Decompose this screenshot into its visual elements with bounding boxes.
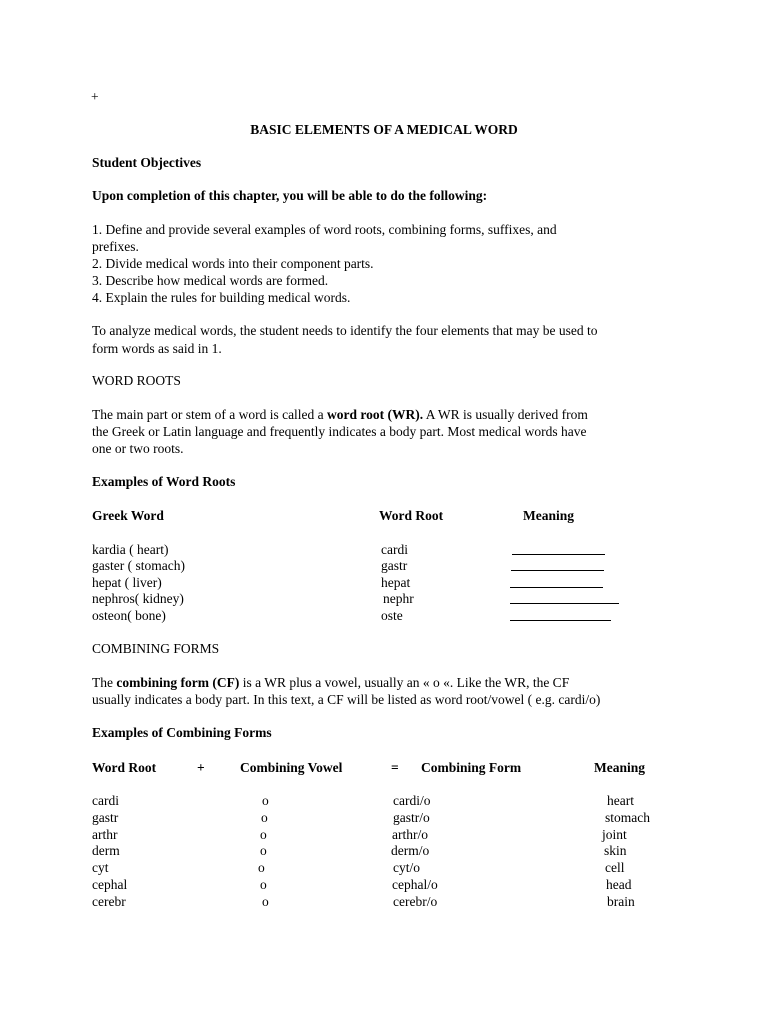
greek-word-cell: hepat ( liver)	[92, 575, 162, 590]
combining-forms-examples-heading: Examples of Combining Forms	[92, 725, 272, 740]
word-root-cell: derm	[92, 843, 120, 858]
meaning-blank	[510, 608, 611, 621]
combining-form-cell: derm/o	[391, 843, 430, 858]
word-roots-para-prefix: The main part or stem of a word is called a	[92, 407, 328, 422]
meaning-cell: skin	[604, 843, 627, 858]
meaning-cell: head	[606, 877, 632, 892]
vowel-cell: o	[262, 894, 269, 909]
word-root-cell: hepat	[381, 575, 411, 590]
meaning-cell: joint	[602, 827, 627, 842]
column-header-equals: =	[391, 760, 399, 775]
word-root-cell: cardi	[381, 542, 408, 557]
word-roots-para-suffix: A WR is usually derived from	[423, 407, 588, 422]
vowel-cell: o	[262, 793, 269, 808]
meaning-cell: heart	[607, 793, 634, 808]
column-header-combining-form: Combining Form	[421, 760, 522, 775]
word-root-cell: gastr	[381, 558, 408, 573]
meaning-blank	[511, 558, 604, 571]
combining-form-cell: gastr/o	[393, 810, 430, 825]
combining-forms-para-prefix: The	[92, 675, 117, 690]
meaning-blank	[510, 575, 603, 588]
word-root-cell: cyt	[92, 860, 109, 875]
intro-line: form words as said in 1.	[92, 341, 222, 356]
combining-form-cell: cerebr/o	[393, 894, 438, 909]
combining-forms-para-line: usually indicates a body part. In this text, a CF will be listed as word root/vowel ( e.g. cardi/o)	[92, 692, 601, 707]
combining-form-cell: cyt/o	[393, 860, 420, 875]
word-roots-para-line	[92, 406, 588, 423]
page-title: BASIC ELEMENTS OF A MEDICAL WORD	[250, 122, 518, 137]
vowel-cell: o	[260, 877, 267, 892]
column-header-meaning: Meaning	[594, 760, 646, 775]
combining-forms-para-line	[92, 674, 569, 691]
objective-line: 4. Explain the rules for building medical words.	[92, 290, 351, 305]
vowel-cell: o	[261, 810, 268, 825]
vowel-cell: o	[258, 860, 265, 875]
word-roots-heading: WORD ROOTS	[92, 373, 181, 388]
objective-line: 3. Describe how medical words are formed.	[92, 273, 329, 288]
word-root-cell: nephr	[383, 591, 414, 606]
vowel-cell: o	[260, 843, 267, 858]
meaning-cell: cell	[605, 860, 625, 875]
word-root-term: word root (WR).	[327, 407, 424, 422]
word-root-cell: arthr	[92, 827, 118, 842]
word-root-cell: cerebr	[92, 894, 126, 909]
meaning-blank	[512, 542, 605, 555]
word-roots-para-line: the Greek or Latin language and frequently indicates a body part. Most medical words have	[92, 424, 587, 439]
greek-word-cell: nephros( kidney)	[92, 591, 184, 606]
meaning-cell: brain	[607, 894, 635, 909]
objective-line: prefixes.	[92, 239, 139, 254]
objectives-heading: Student Objectives	[92, 155, 202, 170]
combining-forms-para-suffix: is a WR plus a vowel, usually an « o «. Like the WR, the CF	[239, 675, 570, 690]
column-header-greek-word: Greek Word	[92, 508, 164, 523]
greek-word-cell: gaster ( stomach)	[92, 558, 185, 573]
word-roots-para-line: one or two roots.	[92, 441, 184, 456]
word-root-cell: gastr	[92, 810, 119, 825]
word-root-cell: cephal	[92, 877, 128, 892]
word-root-cell: cardi	[92, 793, 119, 808]
column-header-plus: +	[197, 760, 205, 775]
word-root-cell: oste	[381, 608, 403, 623]
column-header-meaning: Meaning	[523, 508, 575, 523]
vowel-cell: o	[260, 827, 267, 842]
combining-form-cell: cephal/o	[392, 877, 438, 892]
word-roots-examples-heading: Examples of Word Roots	[92, 474, 236, 489]
column-header-word-root: Word Root	[92, 760, 157, 775]
combining-form-term: combining form (CF)	[116, 675, 240, 690]
column-header-word-root: Word Root	[379, 508, 444, 523]
greek-word-cell: kardia ( heart)	[92, 542, 169, 557]
combining-form-cell: cardi/o	[393, 793, 431, 808]
column-header-combining-vowel: Combining Vowel	[240, 760, 343, 775]
meaning-blank	[510, 591, 619, 604]
completion-heading: Upon completion of this chapter, you will be able to do the following:	[92, 188, 488, 203]
intro-line: To analyze medical words, the student needs to identify the four elements that may be used to	[92, 323, 598, 338]
objective-line: 1. Define and provide several examples of word roots, combining forms, suffixes, and	[92, 222, 557, 237]
objective-line: 2. Divide medical words into their component parts.	[92, 256, 374, 271]
combining-forms-heading: COMBINING FORMS	[92, 641, 220, 656]
combining-form-cell: arthr/o	[392, 827, 428, 842]
plus-marker: +	[91, 89, 99, 104]
meaning-cell: stomach	[605, 810, 650, 825]
greek-word-cell: osteon( bone)	[92, 608, 166, 623]
